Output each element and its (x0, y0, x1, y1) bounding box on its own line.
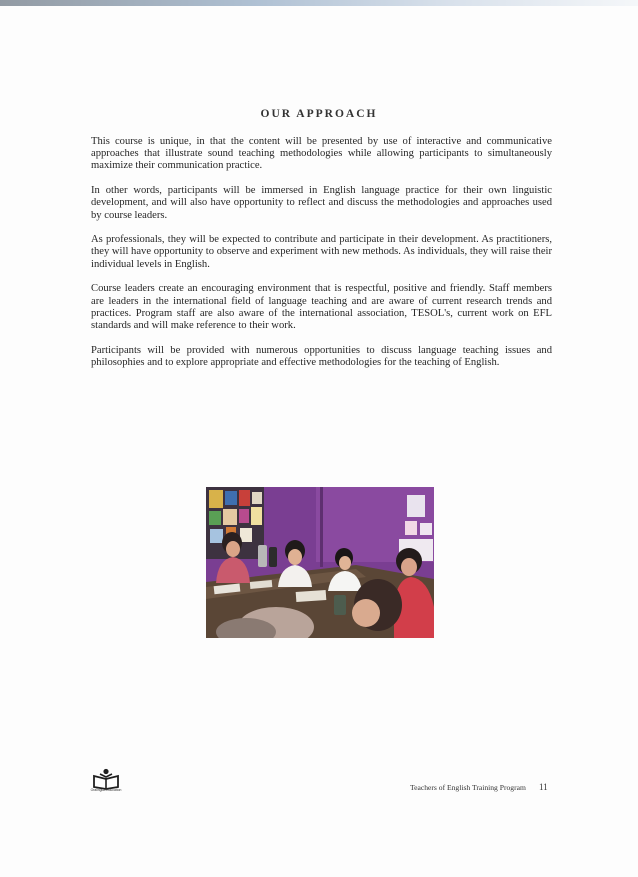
body-text (91, 136, 552, 382)
logo-text: Oralingua Education (90, 788, 122, 792)
paragraph: Participants will be provided with numerous opportunities to discuss language teaching issues and philosophies and to explore appropriate and effective methodologies for the teaching of English. (91, 344, 552, 368)
open-book-person-icon (86, 768, 126, 798)
program-name: Teachers of English Training Program (410, 783, 526, 792)
classroom-photo (206, 487, 434, 638)
paragraph: In other words, participants will be immersed in English language practice for their own linguistic development, and will also have opportunity to reflect and discuss the methodologies and approaches used by course leaders. (91, 185, 552, 221)
paragraph: This course is unique, in that the content will be presented by use of interactive and communicative approaches that illustrate sound teaching methodologies while allowing participants to simultaneously maximize their communication practice. (91, 136, 552, 172)
paragraph: Course leaders create an encouraging environment that is respectful, positive and friendly. Staff members are leaders in the international field of language teaching and are aware of current research trends and practices. Program staff are also aware of the international association, TESOL's, current work on EFL standards and will make reference to their work. (91, 283, 552, 331)
page-title: OUR APPROACH (260, 108, 378, 120)
paragraph: As professionals, they will be expected to contribute and participate in their development. As practitioners, they will have opportunity to observe and experiment with new methods. As individuals, they will raise their individual levels in English. (91, 234, 552, 270)
page-number: 11 (539, 782, 548, 792)
